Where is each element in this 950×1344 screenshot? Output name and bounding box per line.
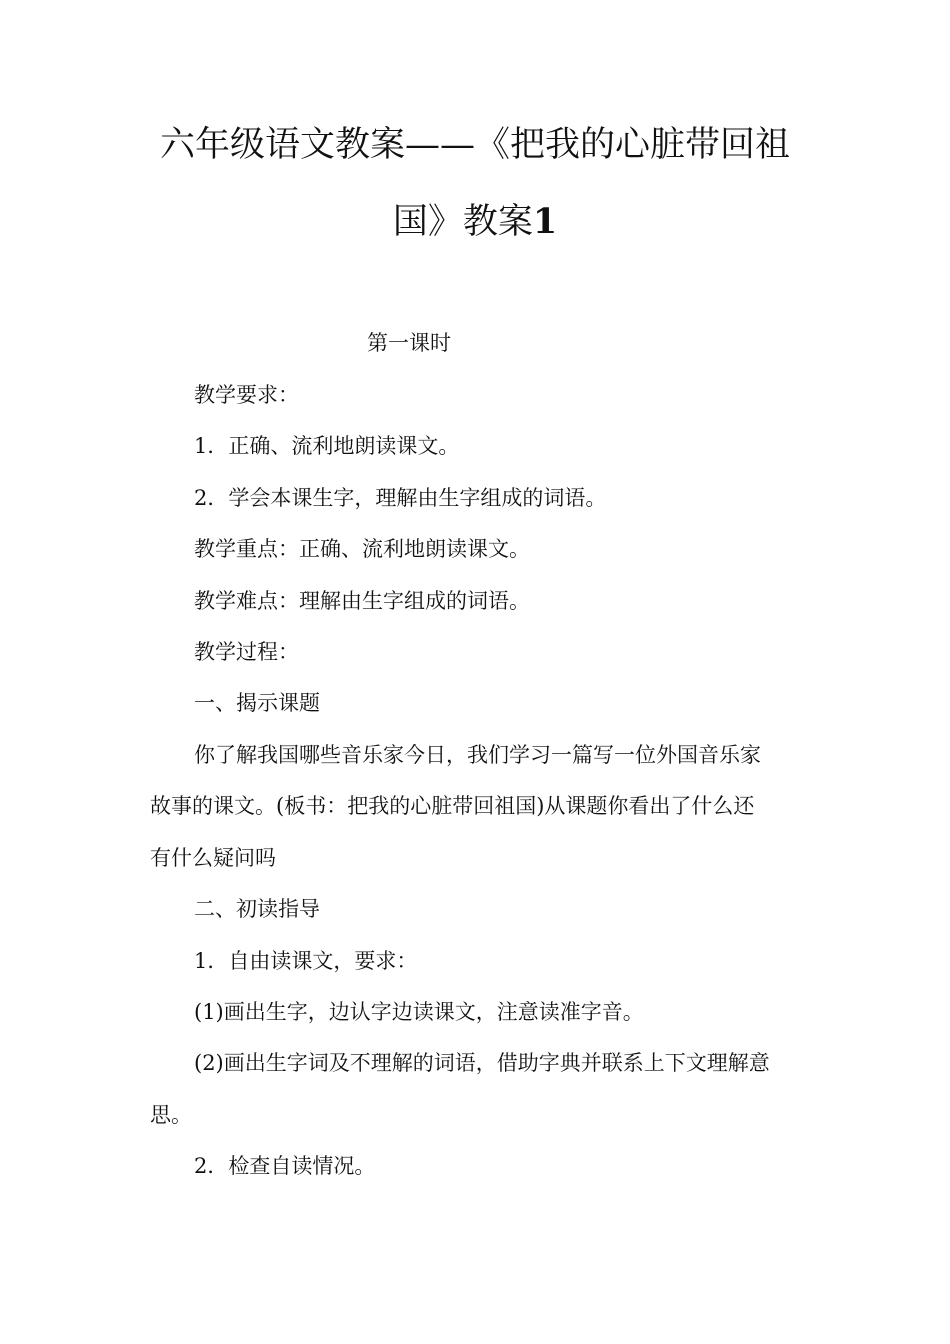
section-1-title: 一、揭示课题 [194, 691, 320, 715]
key-point: 教学重点：正确、流利地朗读课文。 [194, 537, 530, 561]
requirements-label: 教学要求： [194, 383, 299, 407]
step-1-b-line-1: (2)画出生字词及不理解的词语，借助字典并联系上下文理解意 [194, 1051, 770, 1075]
step-1-b-line-2: 思。 [150, 1103, 192, 1127]
step-2: 2．检查自读情况。 [194, 1154, 376, 1178]
lesson-heading: 第一课时 [367, 331, 451, 355]
step-1-a: (1)画出生字，边认字边读课文，注意读准字音。 [194, 1000, 644, 1024]
requirement-2: 2．学会本课生字，理解由生字组成的词语。 [194, 486, 607, 510]
process-label: 教学过程： [194, 640, 299, 664]
requirement-1: 1．正确、流利地朗读课文。 [194, 434, 460, 458]
title-text: 国》教案 [392, 202, 533, 242]
section-2-title: 二、初读指导 [194, 897, 320, 921]
section-1-paragraph-line-1: 你了解我国哪些音乐家今日，我们学习一篇写一位外国音乐家 [194, 743, 761, 767]
step-1: 1．自由读课文，要求： [194, 949, 418, 973]
document-title-line-2 [150, 202, 800, 242]
section-1-paragraph-line-2: 故事的课文。(板书：把我的心脏带回祖国)从课题你看出了什么还 [150, 794, 755, 818]
section-1-paragraph-line-3: 有什么疑问吗 [150, 846, 276, 870]
title-number: 1 [532, 201, 558, 242]
difficulty: 教学难点：理解由生字组成的词语。 [194, 589, 530, 613]
document-title-line-1: 六年级语文教案——《把我的心脏带回祖 [159, 125, 790, 165]
